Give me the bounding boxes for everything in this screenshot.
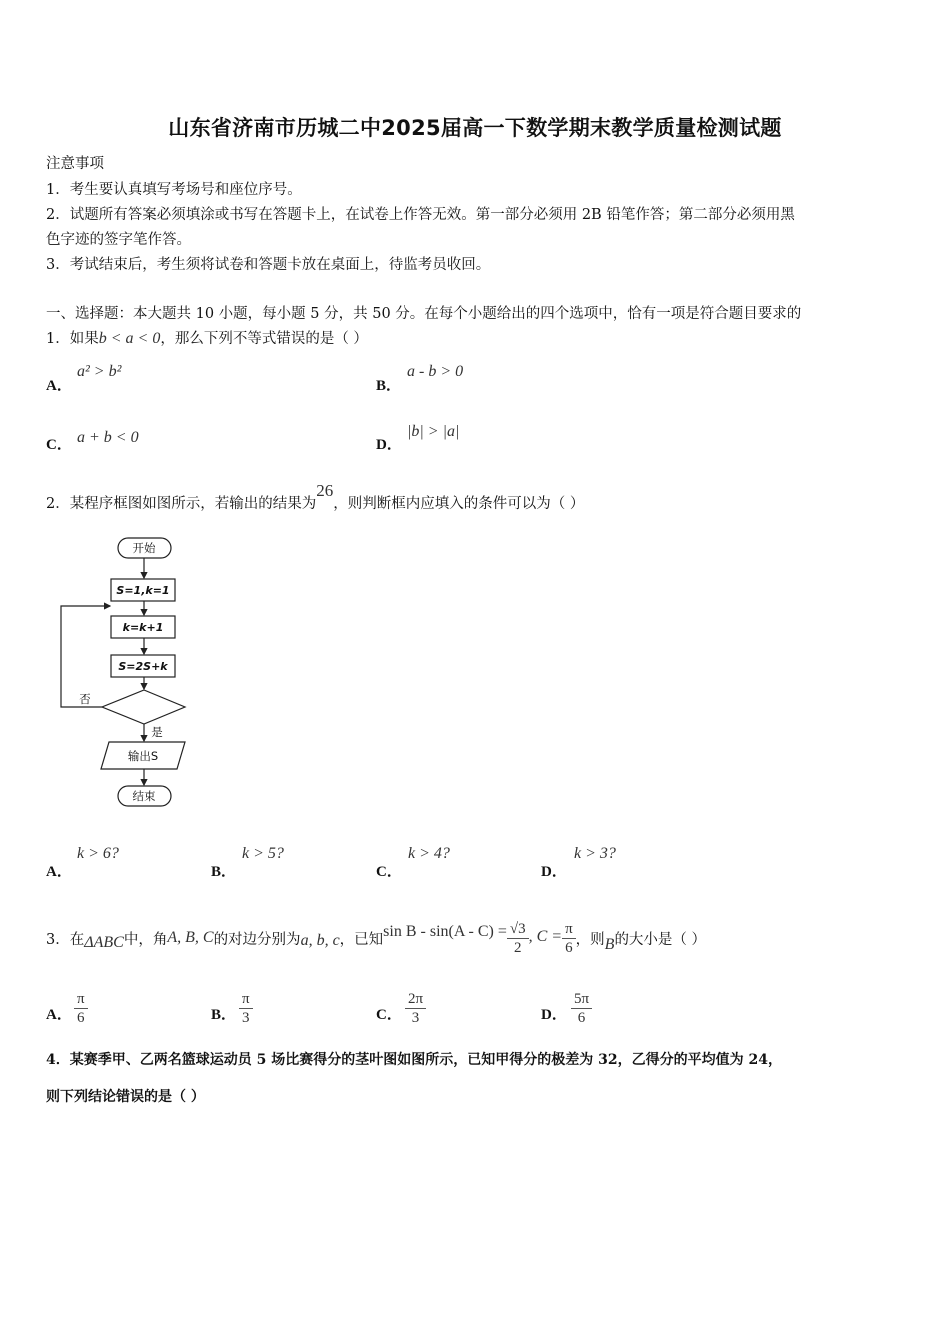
q2-option-c-label[interactable]: C． xyxy=(376,864,402,880)
q1-option-c-label[interactable]: C． xyxy=(46,437,72,453)
q3-option-a-label[interactable]: A． xyxy=(46,1007,72,1023)
notice-heading: 注意事项 xyxy=(46,156,104,172)
q1-condition: b < a < 0 xyxy=(98,330,161,347)
q3-p1: 3．在 xyxy=(46,931,85,948)
question-2 xyxy=(46,481,585,513)
q1-option-c-expr: a + b < 0 xyxy=(77,429,139,446)
flow-step1-text: k=k+1 xyxy=(122,621,164,634)
q3-option-c-label[interactable]: C． xyxy=(376,1007,402,1023)
q3-triangle: ΔABC xyxy=(84,934,124,951)
q3-option-a-fraction xyxy=(74,990,88,1027)
q2-option-b-label[interactable]: B． xyxy=(211,864,237,880)
q3-sides: a, b, c xyxy=(300,932,340,949)
q2-option-d-expr: k > 3? xyxy=(574,845,616,862)
q1-suffix: ，那么下列不等式错误的是（ ） xyxy=(160,331,368,347)
q3-option-d-fraction xyxy=(571,990,592,1027)
q3-eq-num: √3 xyxy=(507,920,529,939)
flow-end-text: 结束 xyxy=(132,789,156,803)
question-4-line-1: 4．某赛季甲、乙两名篮球运动员 5 场比赛得分的茎叶图如图所示，已知甲得分的极差为 32，乙得分的平均值为 24， xyxy=(46,1052,782,1068)
q3-opt-c-num: 2π xyxy=(405,990,426,1009)
question-3 xyxy=(46,918,706,958)
q3-option-b-label[interactable]: B． xyxy=(211,1007,237,1023)
q1-option-d-expr: |b| > |a| xyxy=(407,423,460,440)
q3-c-num: π xyxy=(562,920,576,939)
q3-equation-fraction xyxy=(507,920,529,957)
q3-equation-left: sin B - sin(A - C) = xyxy=(383,923,507,940)
q1-prefix: 1．如果 xyxy=(46,331,99,347)
flow-start-text: 开始 xyxy=(132,541,156,555)
flow-init-text: S=1,k=1 xyxy=(116,584,170,597)
q2-suffix: ，则判断框内应填入的条件可以为（ ） xyxy=(333,496,585,512)
notice-item: 3．考试结束后，考生须将试卷和答题卡放在桌面上，待监考员收回。 xyxy=(46,257,491,273)
q1-option-a-label[interactable]: A． xyxy=(46,378,72,394)
q3-opt-a-den: 6 xyxy=(77,1010,85,1026)
q2-option-d-label[interactable]: D． xyxy=(541,864,567,880)
q3-option-d-label[interactable]: D． xyxy=(541,1007,567,1023)
flow-decision xyxy=(102,690,185,724)
flow-step2-text: S=2S+k xyxy=(118,660,168,673)
q3-b: B xyxy=(604,936,615,953)
q3-opt-b-num: π xyxy=(239,990,253,1009)
flow-output-text: 输出S xyxy=(127,749,159,763)
page-title: 山东省济南市历城二中2025届高一下数学期末教学质量检测试题 xyxy=(168,116,782,140)
notice-item: 1．考生要认真填写考场号和座位序号。 xyxy=(46,182,302,198)
q3-opt-d-den: 6 xyxy=(577,1010,586,1026)
q3-opt-a-num: π xyxy=(74,990,88,1009)
q2-prefix: 2．某程序框图如图所示，若输出的结果为 xyxy=(46,496,317,512)
q3-option-c-fraction xyxy=(405,990,426,1027)
q2-value: 26 xyxy=(316,481,334,500)
q3-option-b-fraction xyxy=(239,990,253,1027)
q1-option-b-expr: a - b > 0 xyxy=(407,363,464,380)
q1-option-b-label[interactable]: B． xyxy=(376,378,402,394)
q3-p4: ，已知 xyxy=(339,931,384,948)
q3-opt-c-den: 3 xyxy=(411,1010,420,1026)
q3-p3: 的对边分别为 xyxy=(213,931,301,948)
q3-angles: A, B, C xyxy=(167,929,214,946)
q3-p5: ，则 xyxy=(575,931,605,948)
flow-no-text: 否 xyxy=(79,692,91,706)
q3-opt-d-num: 5π xyxy=(571,990,592,1009)
q3-p2: 中，角 xyxy=(123,931,168,948)
question-1 xyxy=(46,327,368,348)
q2-option-a-label[interactable]: A． xyxy=(46,864,72,880)
flow-yes-text: 是 xyxy=(151,725,163,739)
question-4-line-2: 则下列结论错误的是（ ） xyxy=(46,1089,205,1105)
q1-option-a-expr: a² > b² xyxy=(77,363,122,380)
q3-p6: 的大小是（ ） xyxy=(614,931,707,948)
q2-option-b-expr: k > 5? xyxy=(242,845,284,862)
notice-item: 色字迹的签字笔作答。 xyxy=(46,232,191,248)
q2-option-a-expr: k > 6? xyxy=(77,845,119,862)
q1-option-d-label[interactable]: D． xyxy=(376,437,402,453)
q3-opt-b-den: 3 xyxy=(242,1010,250,1026)
q3-eq-den: 2 xyxy=(513,939,522,956)
notice-item: 2．试题所有答案必须填涂或书写在答题卡上，在试卷上作答无效。第一部分必须用 2B 铅笔作答；第二部分必须用黑 xyxy=(46,207,795,223)
q3-c-eq: , C = xyxy=(528,928,563,945)
flowchart xyxy=(55,532,195,814)
q2-option-c-expr: k > 4? xyxy=(408,845,450,862)
section-heading: 一、选择题：本大题共 10 小题，每小题 5 分，共 50 分。在每个小题给出的四个选项中，恰有一项是符合题目要求的 xyxy=(46,306,802,322)
q3-c-fraction xyxy=(562,920,576,957)
q3-c-den: 6 xyxy=(565,939,573,956)
